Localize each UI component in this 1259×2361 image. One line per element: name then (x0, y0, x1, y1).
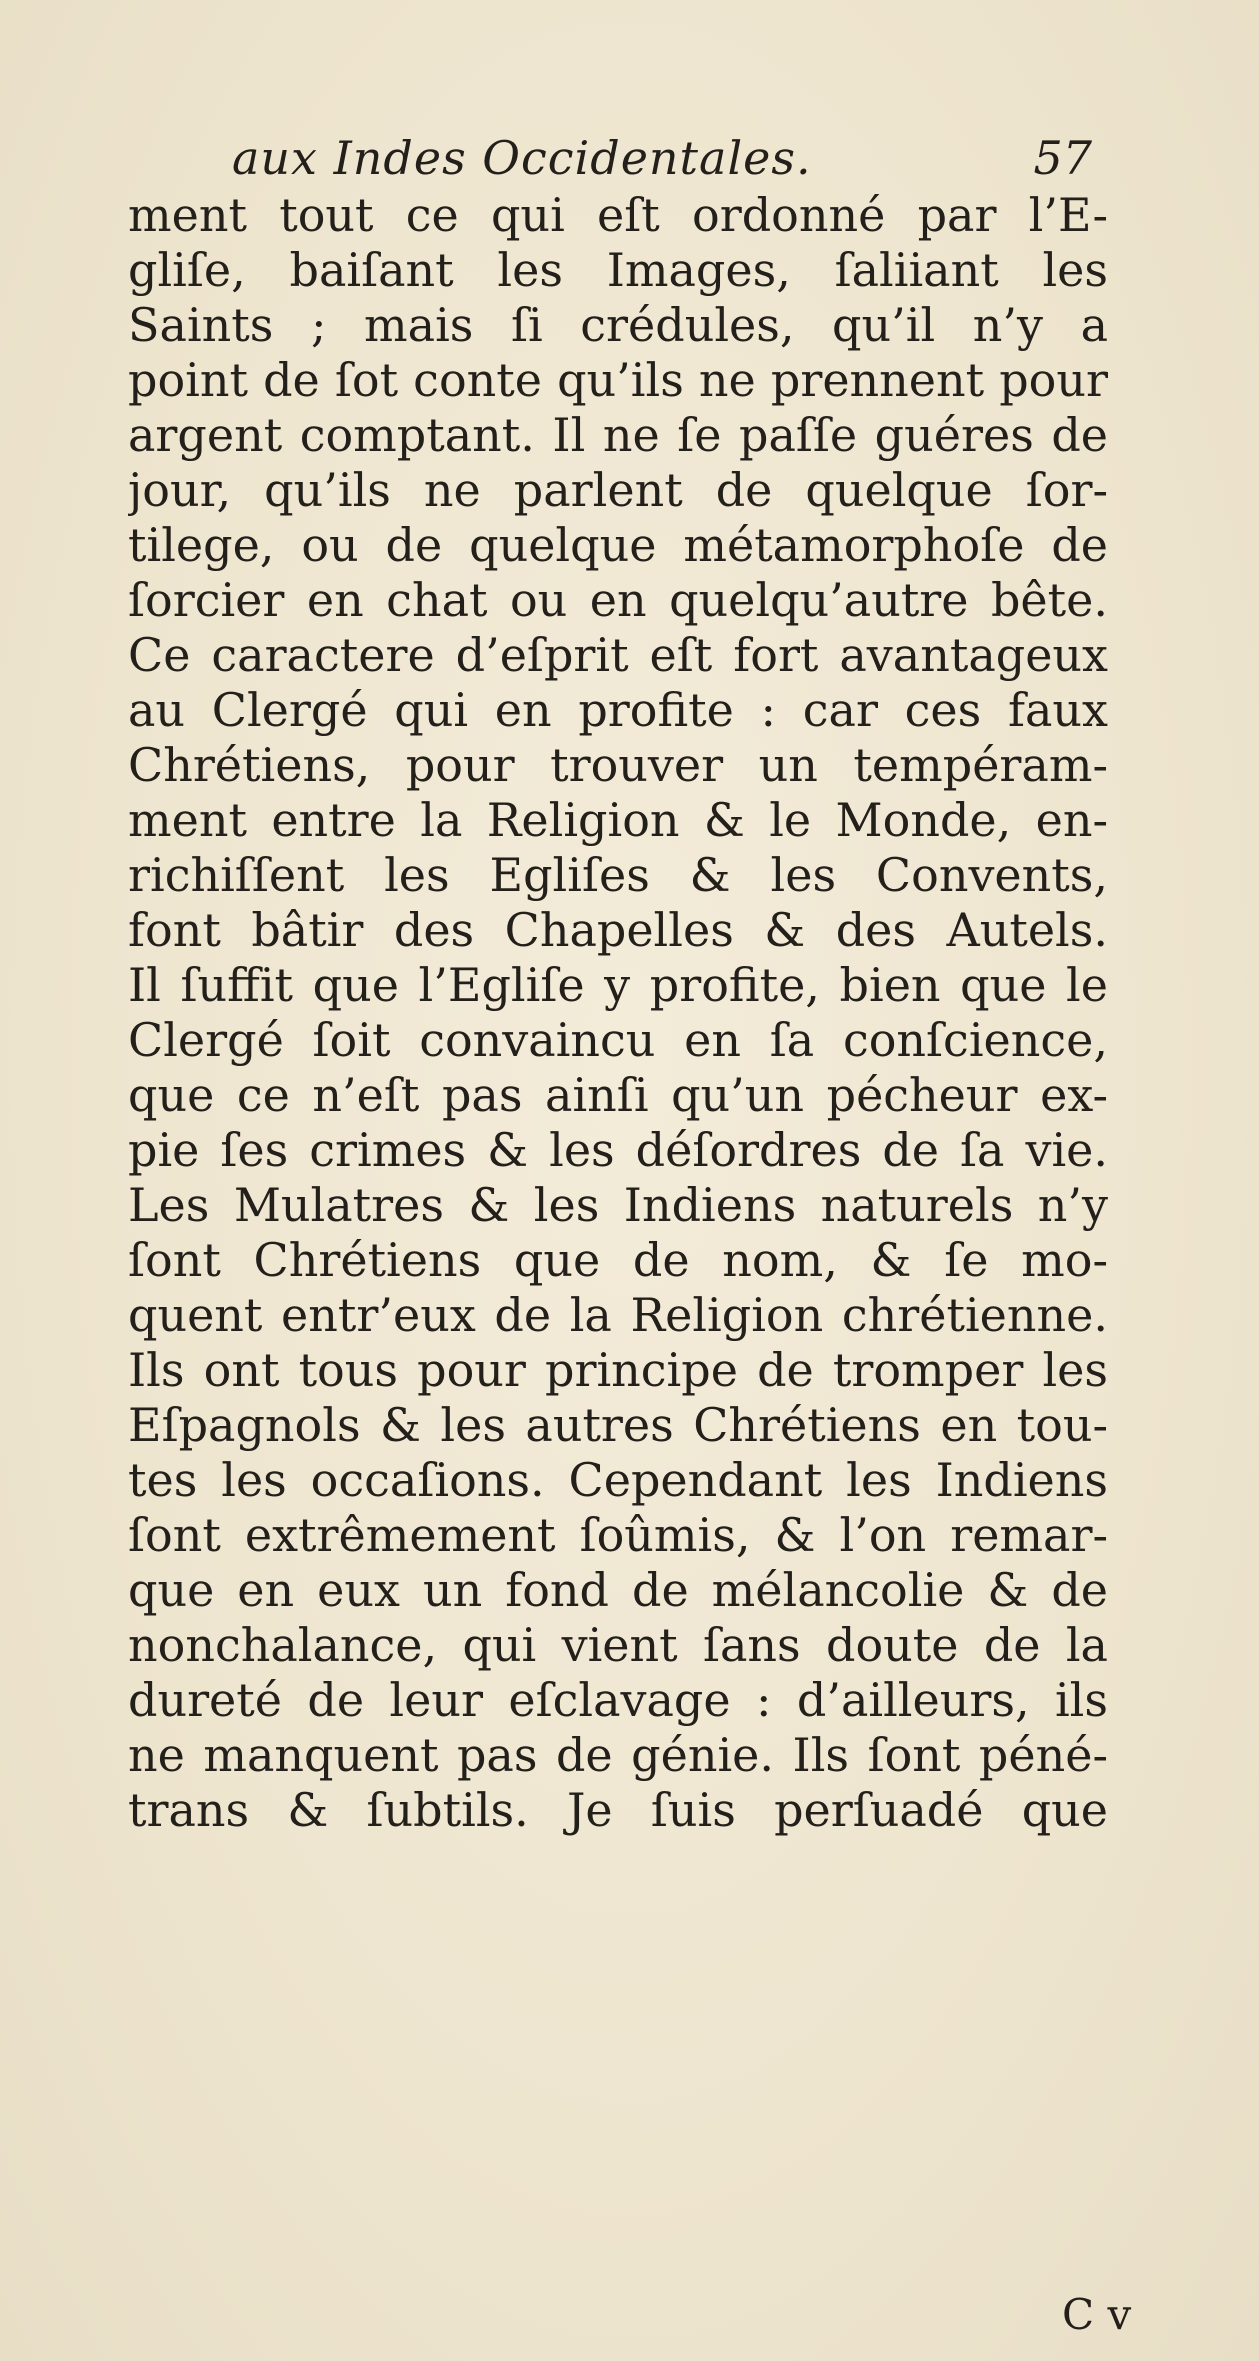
text-line: au Clergé qui en profite : car ces faux (128, 683, 1108, 737)
page-header (232, 128, 1092, 188)
catchword: C v (1062, 2290, 1132, 2339)
page-number: 57 (1033, 131, 1092, 185)
text-line: que en eux un fond de mélancolie & de (128, 1563, 1108, 1617)
text-line: tes les occaſions. Cependant les Indiens (128, 1453, 1108, 1507)
text-line: ſont extrêmement ſoûmis, & l’on remar- (128, 1508, 1108, 1562)
text-line: Eſpagnols & les autres Chrétiens en tou- (128, 1398, 1108, 1452)
text-line: richiſſent les Egliſes & les Convents, (128, 848, 1108, 902)
text-line: tilege, ou de quelque métamorphoſe de (128, 518, 1108, 572)
text-line: argent comptant. Il ne ſe paſſe guéres de (128, 408, 1108, 462)
text-line: dureté de leur eſclavage : d’ailleurs, ils (128, 1673, 1108, 1727)
body-text (128, 188, 1108, 1838)
text-line: gliſe, baiſant les Images, ſaliiant les (128, 243, 1108, 297)
text-line: Saints ; mais ſi crédules, qu’il n’y a (128, 298, 1108, 352)
running-title: aux Indes Occidentales. (232, 131, 812, 185)
text-line: quent entr’eux de la Religion chrétienne. (128, 1288, 1108, 1342)
text-line: Ce caractere d’eſprit eſt fort avantageux (128, 628, 1108, 682)
text-line: point de ſot conte qu’ils ne prennent pour (128, 353, 1108, 407)
text-line: pie ſes crimes & les déſordres de ſa vie. (128, 1123, 1108, 1177)
text-line: ſorcier en chat ou en quelqu’autre bête. (128, 573, 1108, 627)
text-line: ſont Chrétiens que de nom, & ſe mo- (128, 1233, 1108, 1287)
text-line: jour, qu’ils ne parlent de quelque ſor- (128, 463, 1108, 517)
text-line: que ce n’eſt pas ainſi qu’un pécheur ex- (128, 1068, 1108, 1122)
text-line: Ils ont tous pour principe de tromper les (128, 1343, 1108, 1397)
text-line: Chrétiens, pour trouver un tempéram- (128, 738, 1108, 792)
text-line: ment tout ce qui eſt ordonné par l’E- (128, 188, 1108, 242)
text-line: nonchalance, qui vient ſans doute de la (128, 1618, 1108, 1672)
text-line: Clergé ſoit convaincu en ſa conſcience, (128, 1013, 1108, 1067)
text-line: Il ſuffit que l’Egliſe y profite, bien que le (128, 958, 1108, 1012)
text-line: trans & ſubtils. Je ſuis perſuadé que (128, 1783, 1108, 1837)
text-line: ne manquent pas de génie. Ils ſont péné- (128, 1728, 1108, 1782)
text-line: ment entre la Religion & le Monde, en- (128, 793, 1108, 847)
text-line: font bâtir des Chapelles & des Autels. (128, 903, 1108, 957)
text-line: Les Mulatres & les Indiens naturels n’y (128, 1178, 1108, 1232)
